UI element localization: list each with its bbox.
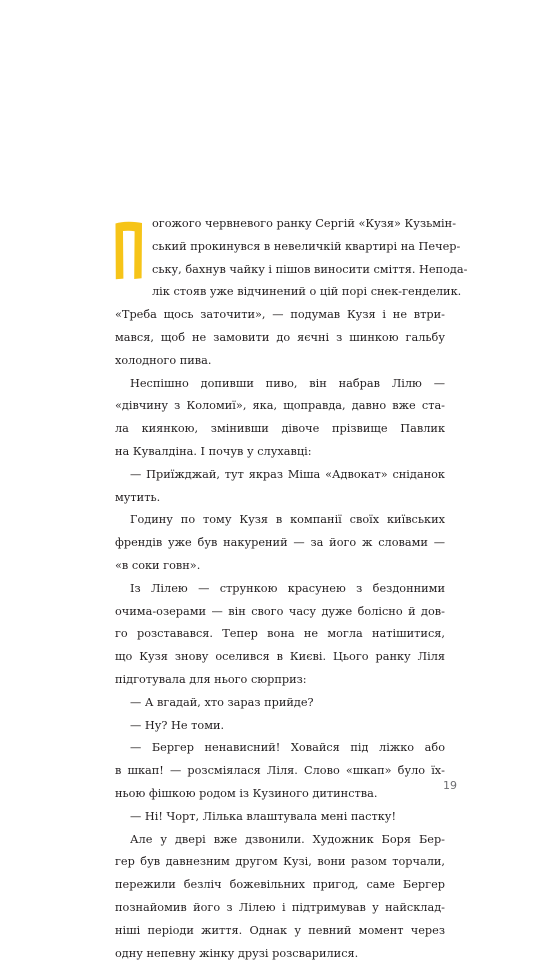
text-line: — Бергер ненависний! Ховайся під ліжко або xyxy=(115,737,445,760)
text-line: гер був давнезним другом Кузі, вони разом торчали, xyxy=(115,851,445,874)
text-line: підготувала для нього сюрприз: xyxy=(115,669,445,692)
text-line: Годину по тому Кузя в компанії своїх київських xyxy=(115,509,445,532)
text-line: в шкап! — розсміялася Ліля. Слово «шкап» було їх- xyxy=(115,760,445,783)
body-text xyxy=(115,213,445,965)
text-line: Із Лілею — стрункою красунею з бездонними xyxy=(115,578,445,601)
text-line: мутить. xyxy=(115,487,445,510)
text-line: «Треба щось заточити», — подумав Кузя і не втри- xyxy=(115,304,445,327)
text-line: холодного пива. xyxy=(115,350,445,373)
text-line: ньою фішкою родом із Кузиного дитинства. xyxy=(115,783,445,806)
text-line: лік стояв уже відчинений о цій порі снек-генделик. xyxy=(115,281,445,304)
text-line: мався, щоб не замовити до яєчні з шинкою гальбу xyxy=(115,327,445,350)
text-line: — Приїжджай, тут якраз Міша «Адвокат» сніданок xyxy=(115,464,445,487)
text-line: френдів уже був накурений — за його ж словами — xyxy=(115,532,445,555)
text-line: Але у двері вже дзвонили. Художник Боря Бер- xyxy=(115,829,445,852)
text-line: одну непевну жінку друзі розсварилися. xyxy=(115,943,445,965)
text-line: — А вгадай, хто зараз прийде? xyxy=(115,692,445,715)
text-line: — Ні! Чорт, Лілька влаштувала мені пастку! xyxy=(115,806,445,829)
text-line: — Ну? Не томи. xyxy=(115,715,445,738)
text-line: «в соки говн». xyxy=(115,555,445,578)
text-line: познайомив його з Лілею і підтримував у найсклад- xyxy=(115,897,445,920)
text-line: на Кувалдіна. І почув у слухавці: xyxy=(115,441,445,464)
text-line: що Кузя знову оселився в Києві. Цього ранку Ліля xyxy=(115,646,445,669)
text-line: го розставався. Тепер вона не могла натішитися, xyxy=(115,623,445,646)
text-line: ську, бахнув чайку і пішов виносити сміття. Непода- xyxy=(115,259,445,282)
page-number: 19 xyxy=(443,779,457,792)
text-line: Неспішно допивши пиво, він набрав Лілю — xyxy=(115,373,445,396)
text-line: ський прокинувся в невеличкій квартирі на Печер- xyxy=(115,236,445,259)
text-line: ніші періоди життя. Однак у певний момент через xyxy=(115,920,445,943)
text-line: пережили безліч божевільних пригод, саме Бергер xyxy=(115,874,445,897)
text-line: огожого червневого ранку Сергій «Кузя» Кузьмін- xyxy=(115,213,445,236)
text-line: очима-озерами — він свого часу дуже болісно й дов- xyxy=(115,601,445,624)
text-line: «дівчину з Коломиї», яка, щоправда, давно вже ста- xyxy=(115,395,445,418)
text-line: ла киянкою, змінивши дівоче прізвище Павлик xyxy=(115,418,445,441)
